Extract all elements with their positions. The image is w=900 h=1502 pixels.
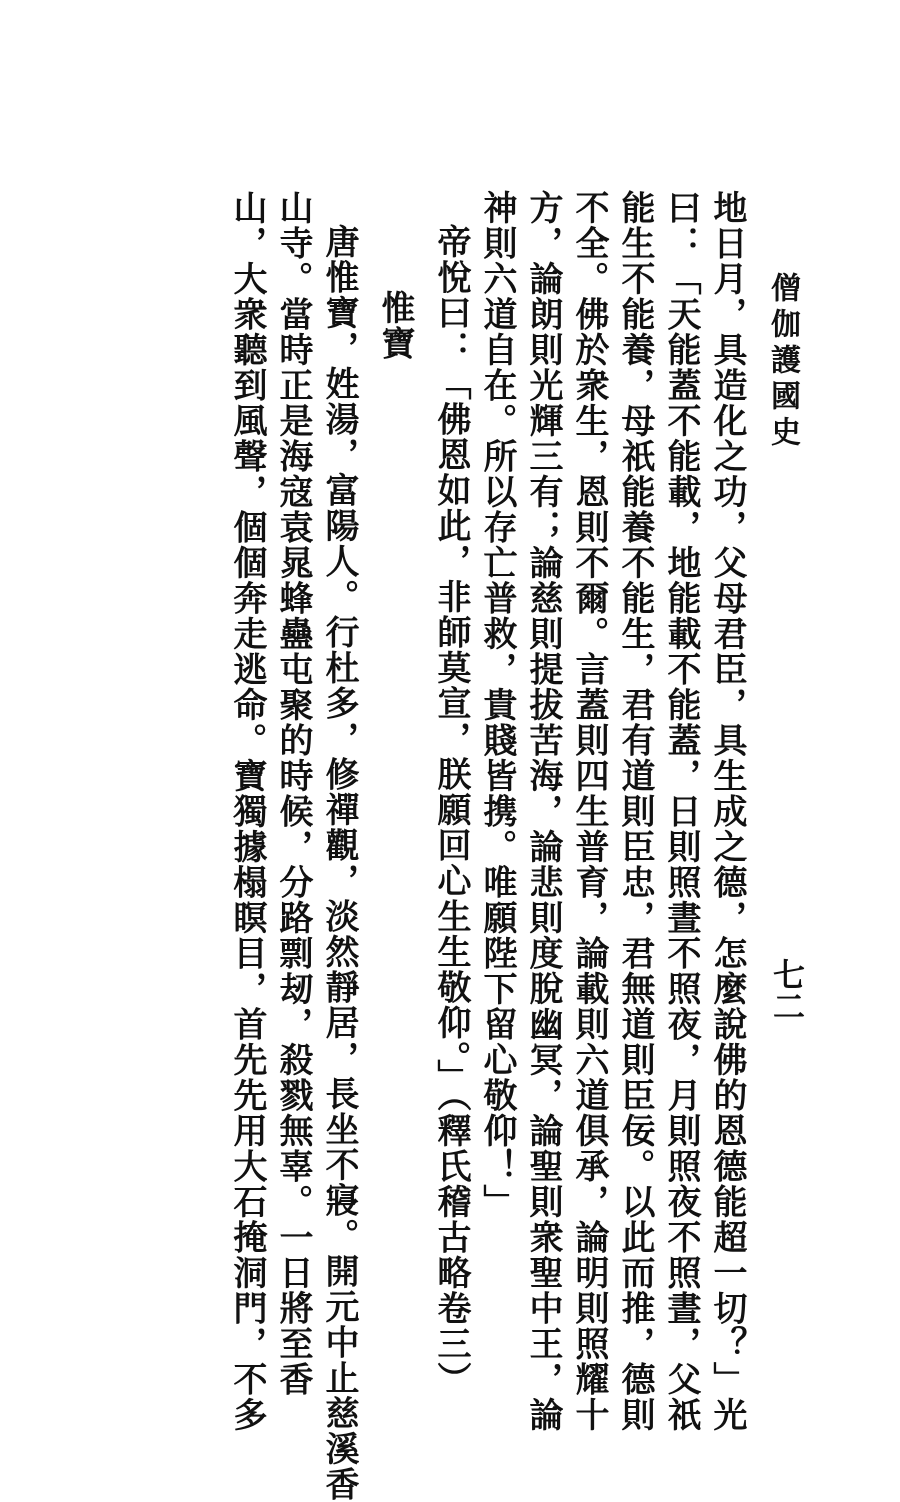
- page-number: 七二: [768, 958, 806, 1022]
- text-column: 帝悅曰：「佛恩如此，非師莫宣，朕願回心生生敬仰。」（釋氏稽古略卷三）: [431, 224, 471, 1397]
- text-column: 山寺。當時正是海寇袁晁蜂蠱屯聚的時候，分路剽刼，殺戮無辜。一日將至香: [273, 190, 313, 1397]
- text-column: 曰：「天能蓋不能載，地能載不能蓋，日則照晝不照夜，月則照夜不照晝，父祇: [661, 190, 701, 1433]
- text-column: 唐惟寶，姓湯，富陽人。行杜多，修禪觀，淡然靜居，長坐不寢。開元中止慈溪香: [319, 224, 359, 1502]
- text-column: 山，大衆聽到風聲，個個奔走逃命。寶獨據榻瞑目，首先先用大石掩洞門，不多: [227, 190, 267, 1433]
- text-column: 不全。佛於衆生，恩則不爾。言蓋則四生普育，論載則六道俱承，論明則照耀十: [569, 190, 609, 1433]
- text-column: 方，論朗則光輝三有；論慈則提拔苦海，論悲則度脫幽冥，論聖則衆聖中王，論: [523, 190, 563, 1433]
- body-text: [224, 190, 750, 1502]
- section-heading: 惟寶: [375, 290, 415, 361]
- text-column: 地日月，具造化之功，父母君臣，具生成之德，怎麼說佛的恩德能超一切？」光: [707, 190, 747, 1433]
- text-column: 能生不能養，母祇能養不能生，君有道則臣忠，君無道則臣佞。以此而推，德則: [615, 190, 655, 1433]
- text-column: 神則六道自在。所以存亡普救，貴賤皆携。唯願陛下留心敬仰！」: [477, 190, 517, 1220]
- running-head: 僧伽護國史: [765, 272, 800, 452]
